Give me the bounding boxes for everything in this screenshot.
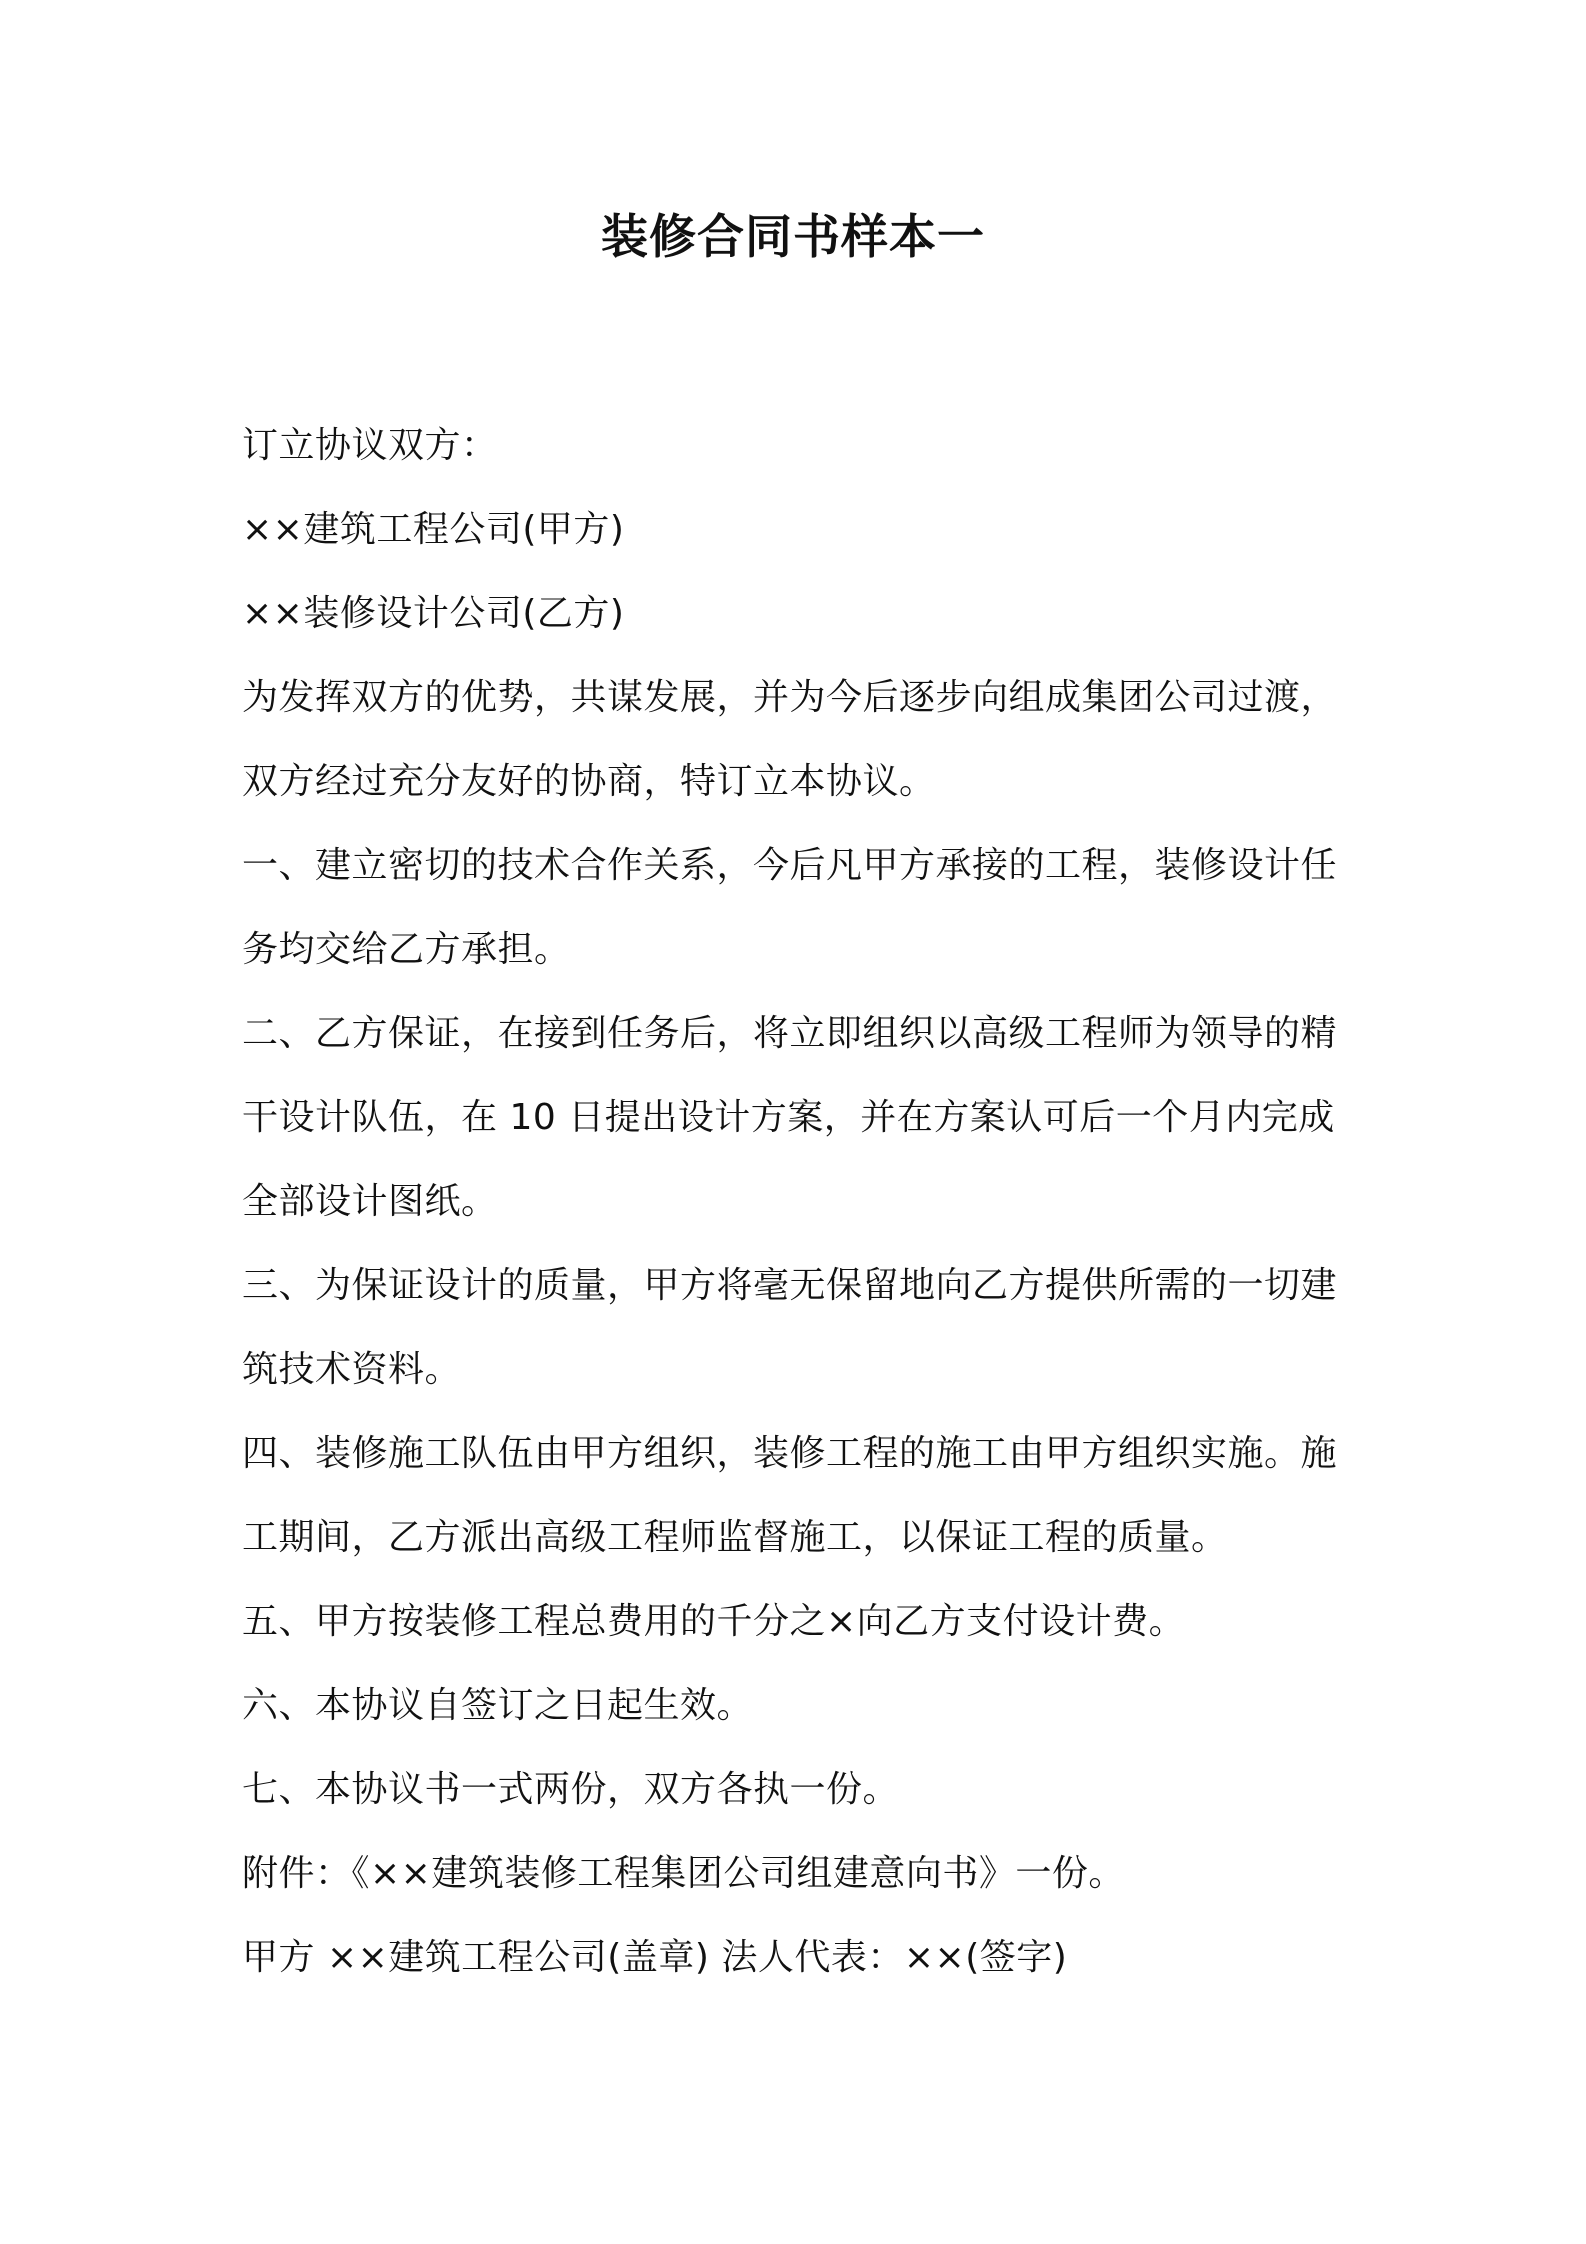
signature-party-label: 甲方 bbox=[242, 1937, 316, 1978]
paragraph-clause-1: 一、建立密切的技术合作关系，今后凡甲方承接的工程，装修设计任务均交给乙方承担。 bbox=[242, 845, 1338, 970]
document-body bbox=[242, 404, 1357, 2000]
paragraph-preamble: 为发挥双方的优势，共谋发展，并为今后逐步向组成集团公司过渡，双方经过充分友好的协商，特订立本协议。 bbox=[242, 677, 1338, 802]
signature-company: ××建筑工程公司(盖章) bbox=[326, 1937, 710, 1978]
paragraph-clause-6: 六、本协议自签订之日起生效。 bbox=[242, 1685, 754, 1726]
document-title: 装修合同书样本一 bbox=[601, 210, 985, 265]
paragraph-party-b: ××装修设计公司(乙方) bbox=[242, 593, 625, 634]
signature-rep-value: ××(签字) bbox=[903, 1937, 1068, 1978]
paragraph-clause-7: 七、本协议书一式两份，双方各执一份。 bbox=[242, 1769, 900, 1810]
signature-line bbox=[242, 1916, 1357, 2000]
paragraph-clause-3: 三、为保证设计的质量，甲方将毫无保留地向乙方提供所需的一切建筑技术资料。 bbox=[242, 1265, 1338, 1390]
paragraph-clause-5: 五、甲方按装修工程总费用的千分之×向乙方支付设计费。 bbox=[242, 1601, 1186, 1642]
paragraph-clause-4: 四、装修施工队伍由甲方组织，装修工程的施工由甲方组织实施。施工期间，乙方派出高级工程师监督施工，以保证工程的质量。 bbox=[242, 1433, 1338, 1558]
paragraph-party-a: ××建筑工程公司(甲方) bbox=[242, 509, 625, 550]
paragraph-attachment: 附件：《××建筑装修工程集团公司组建意向书》一份。 bbox=[242, 1853, 1125, 1894]
signature-rep-label: 法人代表： bbox=[721, 1937, 904, 1978]
paragraph-clause-2: 二、乙方保证，在接到任务后，将立即组织以高级工程师为领导的精干设计队伍，在 10 日提出设计方案，并在方案认可后一个月内完成全部设计图纸。 bbox=[242, 1013, 1338, 1222]
paragraph-parties-heading: 订立协议双方： bbox=[242, 425, 498, 466]
